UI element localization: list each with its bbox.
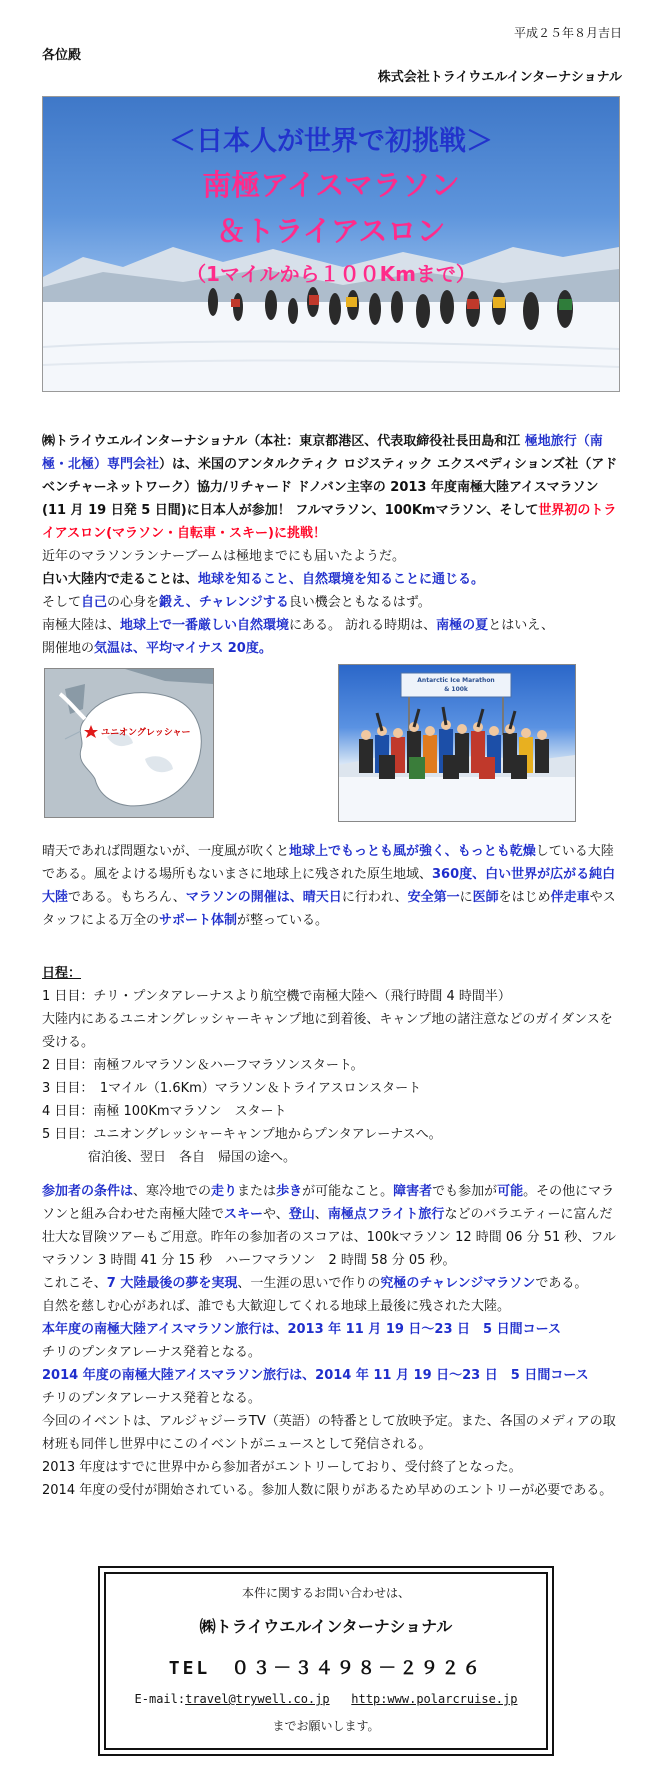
cond-text-5: 。その他にマラソンと組み合わせた南極大陸で [42,1184,615,1222]
weather-text-4: である。もちろん、 [68,890,186,905]
intro-highlight-temperature: 気温は、平均マイナス 20度。 [94,641,272,656]
issue-date: 平成２５年８月吉日 [513,26,622,40]
contact-box [98,1566,554,1756]
weather-text-7: をはじめ [498,890,551,905]
weather-text-3: 大陸である。風をよける場所もないまさに地球上に残された原生地域、 [42,844,614,882]
group-photo-sign-line-1: Antarctic Ice Marathon [417,677,495,684]
schedule-day-4: 4 日目：南極 100Kmマラソン スタート [42,1104,287,1119]
schedule-day-1-detail: 大陸内にあるユニオングレッシャーキャンプ地に到着後、キャンプ地の諸注意などのガイダンスを受ける。 [42,1012,613,1050]
contact-phone: TEL ０３－３４９８－２９２６ [168,1658,484,1679]
schedule-day-5: 5 日目：ユニオングレッシャーキャンプ地からプンタアレーナスへ。 [42,1127,442,1142]
contact-company: ㈱トライウエルインターナショナル [199,1617,453,1636]
tour-2013-dates: 本年度の南極大陸アイスマラソン旅行は、2013 年 11 月 19 日～23 日 5 日間コース [42,1322,561,1337]
intro-line-boom: 近年のマラソンランナーブームは極地までにも届いたようだ。 [42,549,405,564]
cond-text-3: が可能なこと。 [302,1184,394,1199]
schedule-title: 日程： [42,966,82,981]
intro-highlight-triathlon: 世界初のトライアスロン(マラソン・自転車・スキー)に挑戦！ [42,503,617,541]
group-photo-sign-line-2: & 100k [444,686,468,693]
tour-2013-origin: チリのプンタアレーナス発着となる。 [42,1345,261,1360]
intro-text-6: 良い機会ともなるはず。 [288,595,431,610]
cond-highlight-dream: 7 大陸最後の夢を実現 [106,1276,238,1291]
banner-image [42,96,620,392]
schedule-section [42,962,620,1169]
weather-highlight-safety: 安全第一 [407,890,460,905]
intro-text-9: とはいえ、 [488,618,554,633]
intro-text-8: にある。 訪れる時期は、 [289,618,437,633]
antarctica-map [44,668,214,818]
cond-text-1: 、寒冷地での [133,1184,212,1199]
cond-highlight-ultimate: 究極のチャレンジマラソン [380,1276,536,1291]
cond-highlight-disabled: 障害者 [393,1184,433,1199]
weather-text-9: が整っている。 [237,913,329,928]
map-location-label: ユニオングレッシャー [101,728,191,738]
weather-highlight-sunny: マラソンの開催は、晴天日 [185,890,342,905]
group-photo-sign [403,676,509,694]
tour-2014-origin: チリのプンタアレーナス発着となる。 [42,1391,261,1406]
intro-text-1: ㈱トライウエルインターナショナル（本社：東京都港区、代表取締役社長田島和江 [42,434,525,449]
weather-highlight-white: 360度、白い世界が広がる純白大陸 [42,867,616,905]
conditions-paragraph [42,1180,620,1272]
group-photo [338,664,576,822]
media-coverage: 今回のイベントは、アルジャジーラTV（英語）の特番として放映予定。また、各国のメディアの取材班も同伴し世界中にこのイベントがニュースとして発信される。 [42,1414,616,1452]
cond-text-2: または [237,1184,277,1199]
contact-intro: 本件に関するお問い合わせは、 [241,1586,410,1600]
intro-text-3: 白い大陸内で走ることは、 [42,572,199,587]
weather-text-8: やスタッフによる万全の [42,890,616,928]
intro-highlight-harsh: 地球上で一番厳しい自然環境 [120,618,290,633]
conditions-section [42,1180,620,1502]
intro-section [42,430,620,660]
banner-subtitle: ＆トライアスロン [216,214,446,248]
email-link[interactable]: travel@trywell.co.jp [185,1692,330,1706]
weather-text-1: 晴天であれば問題ないが、一度風が吹くと [42,844,290,859]
weather-text-6: に [459,890,473,905]
weather-section [42,840,620,932]
intro-highlight-earth: 地球を知ること、自然環境を知ることに通じる。 [198,572,485,587]
intro-line-self [42,591,620,614]
schedule-day-2: 2 日目：南極フルマラソン＆ハーフマラソンスタート。 [42,1058,364,1073]
tour-2014-dates: 2014 年度の南極大陸アイスマラソン旅行は、2014 年 11 月 19 日～23 日 5 日間コース [42,1368,589,1383]
banner-distance: （1マイルから１００Kmまで） [186,262,476,286]
cond-text-9: これこそ、 [42,1276,107,1291]
cond-text-8: などのバラエティーに富んだ壮大な冒険ツアーもご用意。昨年の参加者のスコアは、100kマラソン 12 時間 06 分 51 秒、フルマラソン 3 時間 41 分 15 秒 ハーフマラソン 2 時間 58 分 05 秒。 [42,1207,616,1268]
intro-line-harsh [42,614,620,637]
cond-text-7: 、 [314,1207,328,1222]
weather-highlight-support: サポート体制 [159,913,238,928]
conditions-dream [42,1272,620,1295]
intro-text-2: ）は、米国のアンタルクティク ロジスティック エクスペディションズ社（アドベンチャーネットワーク）協力/リチャード ドノバン主宰の 2013 年度南極大陸アイスマラソン(11 月 19 日発 5 日間)に日本人が参加！ フルマラソン、100Kmマラソン、そして [42,457,618,518]
weather-text-5: に行われ、 [341,890,408,905]
cond-highlight-walk: 歩き [276,1184,303,1199]
banner-title: 南極アイスマラソン [202,168,460,202]
addressee: 各位殿 [42,48,82,63]
intro-text-10: 開催地の [42,641,95,656]
intro-text-5: の心身を [107,595,160,610]
cond-highlight-ski: スキー [224,1207,264,1222]
sender-company: 株式会社トライウエルインターナショナル [377,70,622,85]
entries-2013-closed: 2013 年度はすでに世界中から参加者がエントリーしており、受付終了となった。 [42,1460,522,1475]
intro-highlight-specialist: 極地旅行（南極・北極）専門会社 [42,434,603,472]
intro-highlight-self: 自己 [81,595,108,610]
weather-highlight-escort: 伴走車 [550,890,590,905]
weather-text-2: している [535,844,588,859]
website-link[interactable]: http:www.polarcruise.jp [351,1692,518,1706]
intro-highlight-challenge: 鍛え、チャレンジする [159,595,289,610]
cond-text-6: や、 [263,1207,289,1222]
intro-text-7: 南極大陸は、 [42,618,121,633]
weather-paragraph [42,840,620,932]
cond-text-4: でも参加が [432,1184,498,1199]
cond-highlight-run: 走り [211,1184,238,1199]
cond-text-10: 、一生涯の思いで作りの [237,1276,381,1291]
contact-links [106,1692,546,1706]
banner-headline: ＜日本人が世界で初挑戦＞ [169,126,493,157]
email-label: E-mail: [134,1692,186,1706]
intro-highlight-summer: 南極の夏 [436,618,489,633]
contact-box-inner [104,1572,548,1750]
intro-line-temp [42,637,620,660]
cond-highlight-flight: 南極点フライト旅行 [327,1207,445,1222]
weather-highlight-wind: 地球上でもっとも風が強く、もっとも乾燥 [289,844,536,859]
intro-text-4: そして [42,595,82,610]
contact-closing: までお願いします。 [272,1719,380,1733]
schedule-day-1: 1 日目：チリ・プンタアレーナスより航空機で南極大陸へ（飛行時間 4 時間半） [42,989,511,1004]
antarctica-map-art [45,669,213,817]
schedule-day-5-detail: 宿泊後、翌日 各自 帰国の途へ。 [88,1150,297,1165]
entries-2014-open: 2014 年度の受付が開始されている。参加人数に限りがあるため早めのエントリーが必要である。 [42,1483,613,1498]
cond-highlight-1: 参加者の条件は [42,1184,134,1199]
intro-line-white [42,568,620,591]
conditions-nature: 自然を慈しむ心があれば、誰でも大歓迎してくれる地球上最後に残された大陸。 [42,1299,511,1314]
cond-highlight-possible: 可能 [497,1184,524,1199]
schedule-day-3: 3 日目： 1マイル（1.6Km）マラソン＆トライアスロンスタート [42,1081,422,1096]
weather-highlight-doctor: 医師 [472,890,499,905]
cond-highlight-climb: 登山 [288,1207,315,1222]
intro-paragraph [42,430,620,545]
cond-text-11: である。 [535,1276,588,1291]
